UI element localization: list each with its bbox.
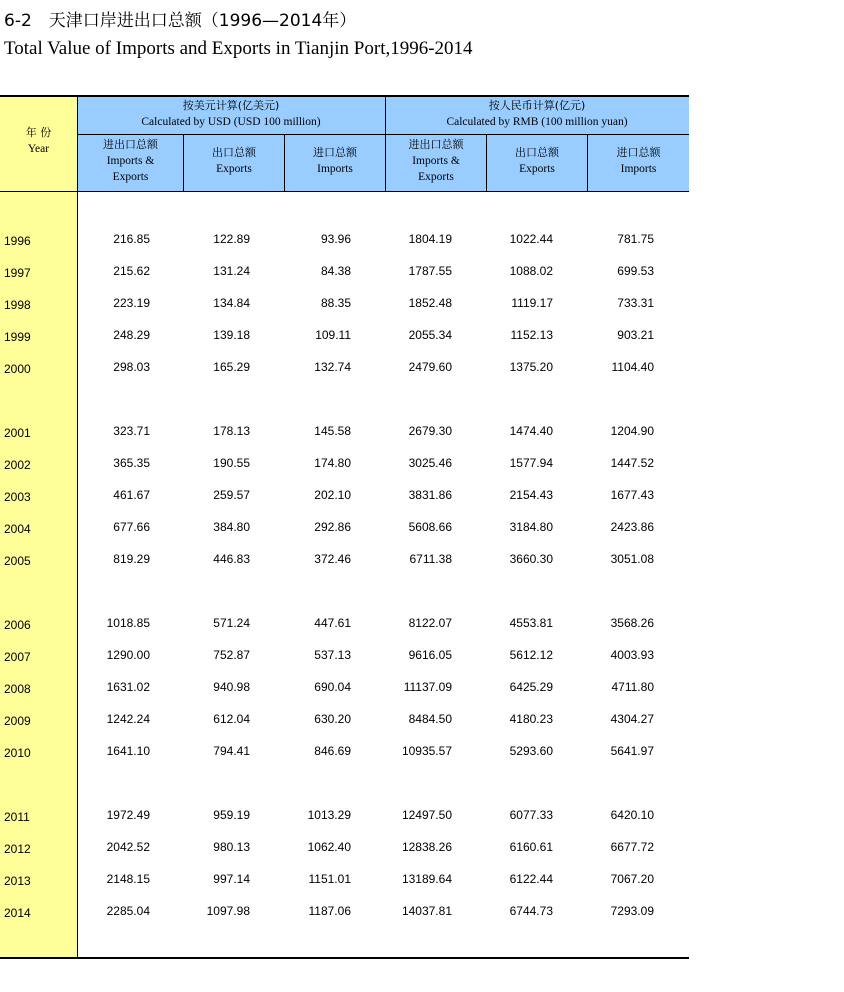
table-cell: 2154.43 — [509, 488, 553, 502]
header-col-en: Imports & — [412, 155, 460, 167]
header-col-cn: 进出口总额 — [103, 138, 158, 151]
table-cell: 248.29 — [113, 328, 150, 342]
table-cell: 781.75 — [617, 232, 654, 246]
table-cell: 1018.85 — [106, 616, 150, 630]
table-cell: 3051.08 — [610, 552, 654, 566]
table-cell: 794.41 — [213, 744, 250, 758]
header-col-cn: 出口总额 — [212, 146, 256, 159]
header-col-en: Exports — [112, 171, 149, 183]
table-cell: 132.74 — [314, 360, 351, 374]
header-col-usd-total — [78, 137, 183, 185]
table-cell: 1852.48 — [408, 296, 452, 310]
table-cell: 903.21 — [617, 328, 654, 342]
table-row-year: 2014 — [4, 906, 31, 920]
header-usd-group-cn: 按美元计算(亿美元) — [182, 99, 280, 112]
table-cell: 1152.13 — [510, 328, 553, 342]
table-cell: 2055.34 — [408, 328, 452, 342]
table-cell: 3568.26 — [610, 616, 654, 630]
table-cell: 88.35 — [320, 296, 351, 310]
table-cell: 959.19 — [213, 808, 250, 822]
header-rmb-group-en: Calculated by RMB (100 million yuan) — [446, 116, 628, 128]
table-cell: 6420.10 — [610, 808, 654, 822]
page-title-en: Total Value of Imports and Exports in Tianjin Port,1996-2014 — [4, 38, 473, 59]
table-cell: 145.58 — [314, 424, 351, 438]
table-row-year: 2009 — [4, 714, 31, 728]
table-cell: 8484.50 — [408, 712, 452, 726]
table-cell: 5293.60 — [509, 744, 553, 758]
table-cell: 6122.44 — [509, 872, 553, 886]
header-year — [0, 125, 77, 157]
header-col-cn: 出口总额 — [515, 146, 559, 159]
table-cell: 980.13 — [213, 840, 250, 854]
table-cell: 1204.90 — [610, 424, 654, 438]
table-cell: 5612.12 — [509, 648, 553, 662]
header-col-en: Exports — [418, 171, 454, 183]
table-cell: 699.53 — [617, 264, 654, 278]
table-cell: 461.67 — [113, 488, 150, 502]
group-divider-line — [77, 134, 689, 135]
table-cell: 997.14 — [213, 872, 250, 886]
table-cell: 122.89 — [213, 232, 250, 246]
header-col-en: Exports — [216, 163, 252, 175]
table-cell: 1631.02 — [106, 680, 150, 694]
table-cell: 1097.98 — [206, 904, 250, 918]
table-cell: 223.19 — [113, 296, 150, 310]
table-cell: 1804.19 — [408, 232, 452, 246]
table-cell: 215.62 — [113, 264, 150, 278]
table-cell: 190.55 — [213, 456, 250, 470]
table-cell: 109.11 — [315, 328, 351, 342]
page-title-cn: 6-2 天津口岸进出口总额（1996—2014年） — [4, 11, 357, 31]
table-cell: 940.98 — [213, 680, 250, 694]
table-cell: 84.38 — [320, 264, 351, 278]
table-cell: 12838.26 — [401, 840, 452, 854]
table-row-year: 2011 — [4, 810, 30, 824]
table-cell: 2479.60 — [408, 360, 452, 374]
table-row-year: 2006 — [4, 618, 31, 632]
table-cell: 7293.09 — [610, 904, 654, 918]
table-cell: 1119.17 — [511, 296, 553, 310]
table-cell: 365.35 — [113, 456, 150, 470]
table-row-year: 1997 — [4, 266, 31, 280]
table-cell: 846.69 — [314, 744, 351, 758]
table-cell: 1013.29 — [307, 808, 351, 822]
table-cell: 5641.97 — [610, 744, 654, 758]
table-cell: 4304.27 — [610, 712, 654, 726]
table-cell: 1375.20 — [509, 360, 553, 374]
table-cell: 2148.15 — [106, 872, 150, 886]
table-cell: 384.80 — [213, 520, 250, 534]
table-cell: 3184.80 — [509, 520, 553, 534]
header-col-en: Imports — [317, 163, 353, 175]
table-cell: 2679.30 — [408, 424, 452, 438]
table-cell: 3831.86 — [408, 488, 452, 502]
table-top-rule — [0, 95, 689, 97]
data-table — [0, 95, 689, 959]
table-cell: 1787.55 — [408, 264, 452, 278]
table-cell: 6744.73 — [509, 904, 553, 918]
table-cell: 7067.20 — [610, 872, 654, 886]
table-cell: 6077.33 — [509, 808, 553, 822]
table-cell: 6160.61 — [509, 840, 553, 854]
header-usd-group-en: Calculated by USD (USD 100 million) — [141, 116, 321, 128]
header-col-cn: 进口总额 — [616, 146, 661, 159]
table-cell: 677.66 — [113, 520, 150, 534]
header-col-cn: 进出口总额 — [408, 138, 464, 151]
header-col-rmb-imports — [588, 145, 689, 177]
table-row-year: 2008 — [4, 682, 31, 696]
table-cell: 612.04 — [213, 712, 250, 726]
table-cell: 1577.94 — [509, 456, 553, 470]
table-cell: 259.57 — [213, 488, 250, 502]
table-row-year: 2012 — [4, 842, 31, 856]
header-col-rmb-exports — [487, 145, 587, 177]
table-cell: 1187.06 — [308, 904, 351, 918]
header-col-en: Exports — [519, 163, 555, 175]
table-cell: 1677.43 — [610, 488, 654, 502]
table-cell: 11137.09 — [403, 680, 452, 694]
table-cell: 4003.93 — [610, 648, 654, 662]
table-cell: 298.03 — [113, 360, 150, 374]
table-cell: 1088.02 — [509, 264, 553, 278]
table-cell: 1104.40 — [611, 360, 654, 374]
table-cell: 1474.40 — [509, 424, 553, 438]
table-cell: 2042.52 — [106, 840, 150, 854]
table-cell: 13189.64 — [401, 872, 452, 886]
table-cell: 131.24 — [213, 264, 250, 278]
table-cell: 372.46 — [314, 552, 351, 566]
header-col-rmb-total — [386, 137, 486, 185]
table-cell: 323.71 — [113, 424, 150, 438]
table-cell: 4711.80 — [611, 680, 654, 694]
table-cell: 1022.44 — [509, 232, 553, 246]
table-row-year: 2002 — [4, 458, 31, 472]
table-row-year: 2000 — [4, 362, 31, 376]
table-cell: 1062.40 — [307, 840, 351, 854]
table-bottom-rule — [0, 957, 689, 959]
table-row-year: 2007 — [4, 650, 31, 664]
table-cell: 630.20 — [314, 712, 351, 726]
table-cell: 1972.49 — [106, 808, 150, 822]
table-cell: 819.29 — [113, 552, 150, 566]
table-cell: 4180.23 — [509, 712, 553, 726]
table-row-year: 2010 — [4, 746, 31, 760]
table-cell: 5608.66 — [408, 520, 452, 534]
table-cell: 3660.30 — [509, 552, 553, 566]
table-cell: 10935.57 — [401, 744, 452, 758]
table-cell: 6711.38 — [409, 552, 452, 566]
table-cell: 1290.00 — [106, 648, 150, 662]
table-cell: 216.85 — [113, 232, 150, 246]
table-row-year: 2013 — [4, 874, 31, 888]
table-cell: 174.80 — [314, 456, 351, 470]
header-bottom-line — [0, 191, 689, 192]
table-cell: 9616.05 — [408, 648, 452, 662]
table-cell: 2285.04 — [106, 904, 150, 918]
header-year-cn: 年 份 — [25, 126, 52, 139]
table-cell: 165.29 — [213, 360, 250, 374]
table-cell: 134.84 — [213, 296, 250, 310]
table-cell: 292.86 — [314, 520, 351, 534]
table-cell: 139.18 — [213, 328, 250, 342]
table-cell: 571.24 — [213, 616, 250, 630]
table-cell: 6677.72 — [610, 840, 654, 854]
header-col-usd-imports — [285, 145, 385, 177]
table-cell: 752.87 — [213, 648, 250, 662]
table-cell: 4553.81 — [509, 616, 553, 630]
table-row-year: 2004 — [4, 522, 31, 536]
table-cell: 178.13 — [213, 424, 250, 438]
table-cell: 2423.86 — [610, 520, 654, 534]
table-row-year: 1996 — [4, 234, 31, 248]
table-cell: 1151.01 — [308, 872, 351, 886]
header-usd-group — [77, 98, 385, 130]
header-year-en: Year — [27, 143, 50, 155]
table-row-year: 1999 — [4, 330, 31, 344]
table-row-year: 2005 — [4, 554, 31, 568]
table-row-year: 2001 — [4, 426, 31, 440]
table-cell: 202.10 — [314, 488, 351, 502]
table-cell: 6425.29 — [509, 680, 553, 694]
table-cell: 733.31 — [617, 296, 654, 310]
header-rmb-group-cn: 按人民币计算(亿元) — [488, 99, 586, 112]
table-row-year: 1998 — [4, 298, 31, 312]
header-col-cn: 进口总额 — [313, 146, 357, 159]
table-row-year: 2003 — [4, 490, 31, 504]
table-cell: 447.61 — [314, 616, 351, 630]
header-col-usd-exports — [184, 145, 284, 177]
table-cell: 12497.50 — [401, 808, 452, 822]
header-col-en: Imports & — [106, 155, 155, 167]
table-cell: 537.13 — [314, 648, 351, 662]
table-cell: 446.83 — [213, 552, 250, 566]
header-rmb-group — [385, 98, 689, 130]
table-cell: 1242.24 — [106, 712, 150, 726]
table-cell: 3025.46 — [408, 456, 452, 470]
table-cell: 8122.07 — [408, 616, 452, 630]
table-cell: 93.96 — [320, 232, 351, 246]
table-cell: 1641.10 — [106, 744, 150, 758]
table-cell: 14037.81 — [401, 904, 452, 918]
table-cell: 1447.52 — [610, 456, 654, 470]
header-col-en: Imports — [620, 163, 657, 175]
table-cell: 690.04 — [314, 680, 351, 694]
